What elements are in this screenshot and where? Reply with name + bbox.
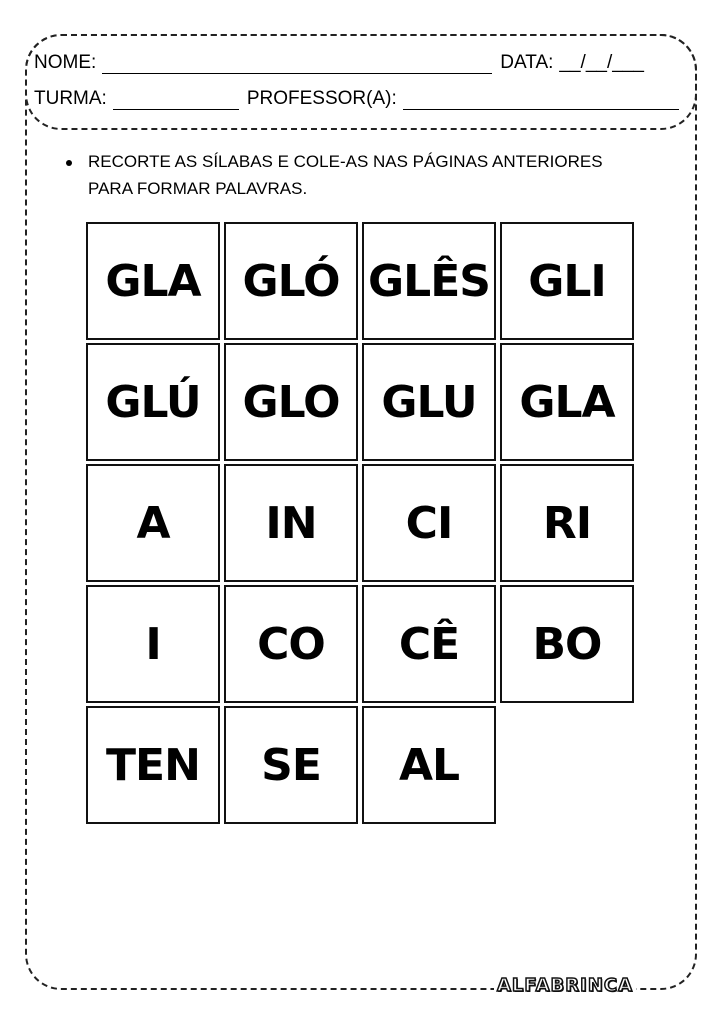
syllable-card[interactable]: CÊ xyxy=(362,585,496,703)
header-row-2 xyxy=(34,84,679,110)
syllable-card[interactable]: GLÚ xyxy=(86,343,220,461)
syllable-card[interactable]: GLO xyxy=(224,343,358,461)
syllable-card[interactable]: AL xyxy=(362,706,496,824)
teacher-field[interactable] xyxy=(403,89,679,110)
syllable-card[interactable]: I xyxy=(86,585,220,703)
class-field[interactable] xyxy=(113,89,239,110)
syllable-card[interactable]: GLÊS xyxy=(362,222,496,340)
syllable-card[interactable]: GLA xyxy=(500,343,634,461)
alfabrinca-logo: ALFABRINCA xyxy=(494,975,636,996)
instruction xyxy=(66,148,666,202)
syllable-card[interactable]: IN xyxy=(224,464,358,582)
teacher-label: PROFESSOR(A): xyxy=(246,88,397,109)
syllable-card[interactable]: GLÓ xyxy=(224,222,358,340)
instruction-line-1: RECORTE AS SÍLABAS E COLE-AS NAS PÁGINAS ANTERIORES xyxy=(88,152,603,171)
syllable-card[interactable]: GLU xyxy=(362,343,496,461)
header-row-1 xyxy=(34,48,644,74)
syllable-card[interactable]: CO xyxy=(224,585,358,703)
date-label: DATA: xyxy=(500,52,554,73)
syllable-card[interactable]: RI xyxy=(500,464,634,582)
name-label: NOME: xyxy=(34,52,97,73)
syllable-card[interactable]: TEN xyxy=(86,706,220,824)
name-field[interactable] xyxy=(102,53,492,74)
syllable-card[interactable]: SE xyxy=(224,706,358,824)
bullet-icon xyxy=(66,160,72,166)
syllable-card[interactable]: BO xyxy=(500,585,634,703)
syllable-card[interactable]: CI xyxy=(362,464,496,582)
class-label: TURMA: xyxy=(34,88,107,109)
syllable-card[interactable]: GLI xyxy=(500,222,634,340)
syllable-card[interactable]: A xyxy=(86,464,220,582)
syllable-card[interactable]: GLA xyxy=(86,222,220,340)
date-field[interactable]: __/__/___ xyxy=(559,52,644,73)
instruction-line-2: PARA FORMAR PALAVRAS. xyxy=(88,179,308,198)
